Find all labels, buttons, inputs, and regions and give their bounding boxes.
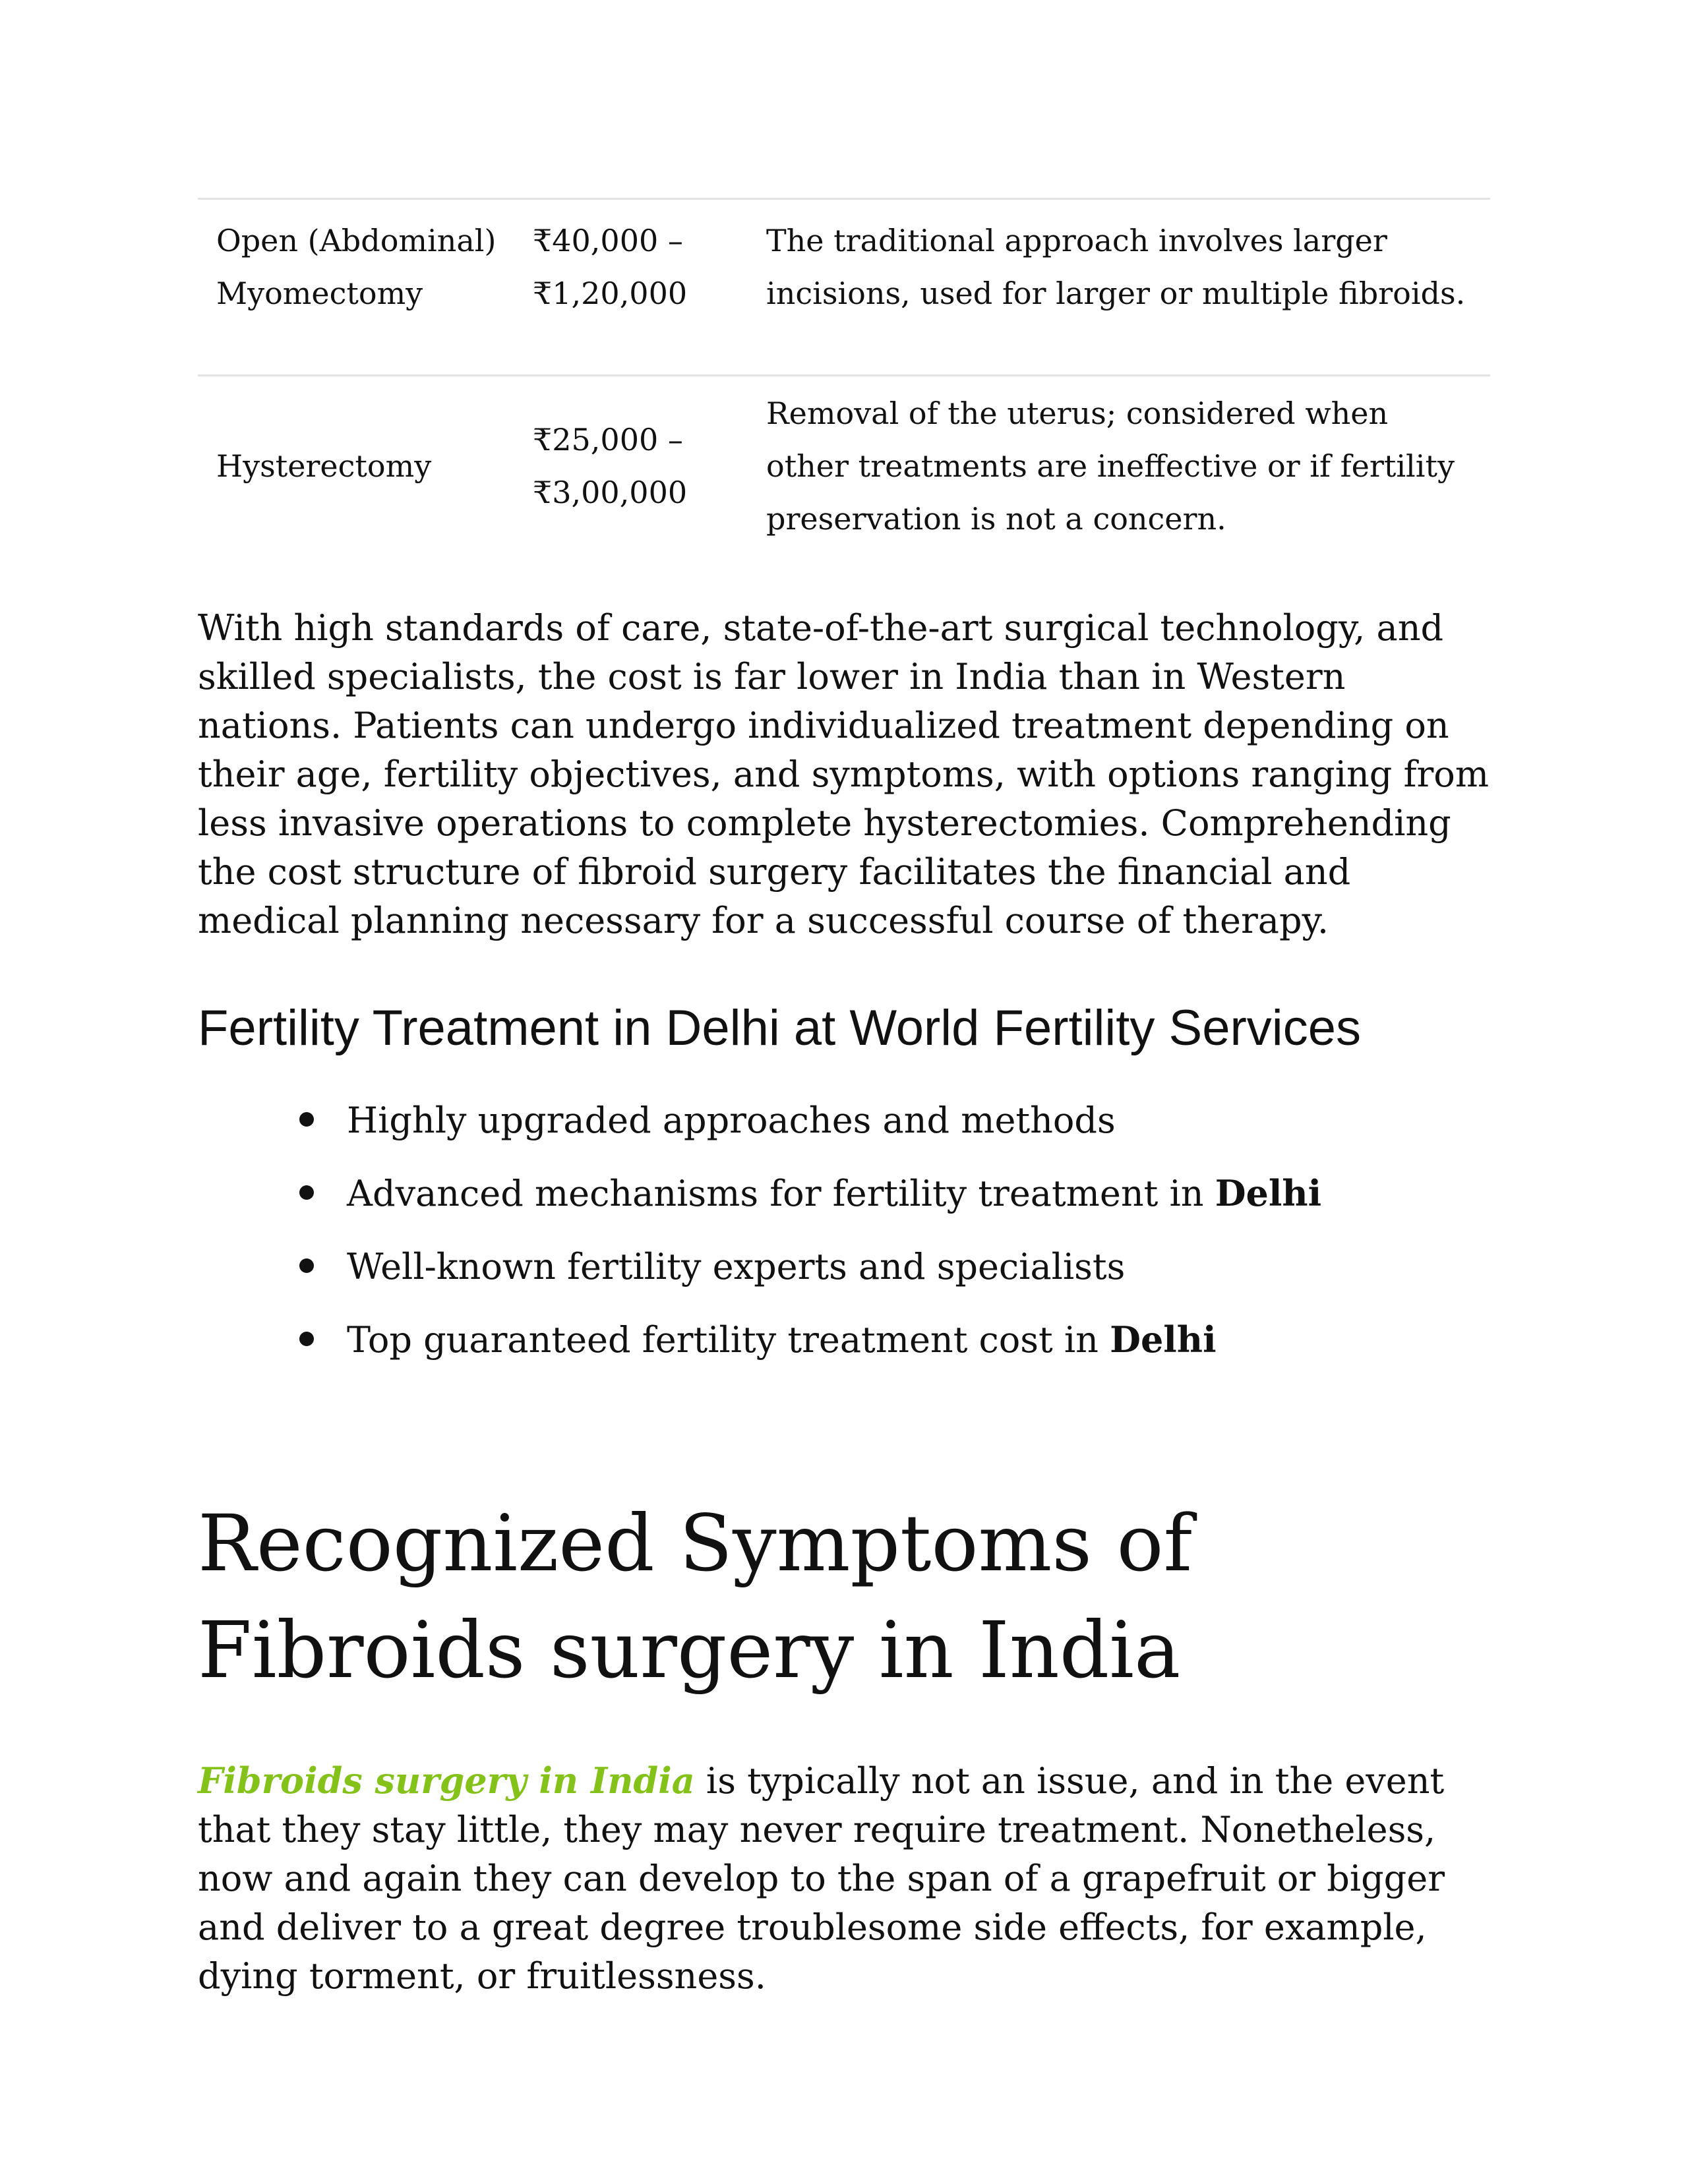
bullet-icon [299, 1332, 314, 1346]
bullet-icon [299, 1112, 314, 1127]
fertility-bullet-list [198, 1096, 1490, 1388]
description-cell: The traditional approach involves larger incisions, used for larger or multiple fibroids. [766, 223, 1466, 311]
bullet-icon [299, 1185, 314, 1200]
fibroids-surgery-link[interactable]: Fibroids surgery in India [198, 1759, 695, 1802]
symptoms-body-text: is typically not an issue, and in the event that they stay little, they may never require treatment. Nonetheless, now and again they can develop to the span of a grapefruit or bigger and deliver to a great degree troublesome side effects, for example, dying torment, or fruitlessness. [198, 1760, 1445, 1997]
bullet-icon [299, 1258, 314, 1273]
list-item [198, 1242, 1490, 1315]
procedure-cell: Open (Abdominal) Myomectomy [216, 223, 497, 311]
bullet-text: Highly upgraded approaches and methods [347, 1100, 1116, 1141]
table-row [198, 198, 1490, 374]
procedure-cell: Hysterectomy [216, 448, 432, 484]
list-item [198, 1169, 1490, 1242]
bullet-bold-text: Delhi [1215, 1172, 1322, 1214]
table-row [198, 374, 1490, 552]
bullet-text: Well-known fertility experts and specialists [347, 1246, 1126, 1287]
symptoms-paragraph [198, 1756, 1490, 2001]
list-item [198, 1315, 1490, 1388]
intro-paragraph: With high standards of care, state-of-the-art surgical technology, and skilled specialists, the cost is far lower in India than in Western nations. Patients can undergo individualized treatment depending on their age, fertility objectives, and symptoms, with options ranging from less invasive operations to complete hysterectomies. Comprehending the cost structure of fibroid surgery facilitates the financial and medical planning necessary for a successful course of therapy. [198, 607, 1490, 941]
bullet-bold-text: Delhi [1110, 1318, 1217, 1361]
bullet-text: Advanced mechanisms for fertility treatment in [347, 1173, 1215, 1214]
cost-cell: ₹40,000 – ₹1,20,000 [533, 223, 688, 311]
description-cell: Removal of the uterus; considered when other treatments are ineffective or if fertility preservation is not a concern. [766, 396, 1455, 537]
list-item [198, 1096, 1490, 1169]
cost-cell: ₹25,000 – ₹3,00,000 [533, 422, 688, 510]
fertility-heading: Fertility Treatment in Delhi at World Fertility Services [198, 1000, 1361, 1056]
symptoms-heading: Recognized Symptoms of Fibroids surgery in India [198, 1498, 1193, 1696]
bullet-text: Top guaranteed fertility treatment cost in [347, 1319, 1110, 1361]
